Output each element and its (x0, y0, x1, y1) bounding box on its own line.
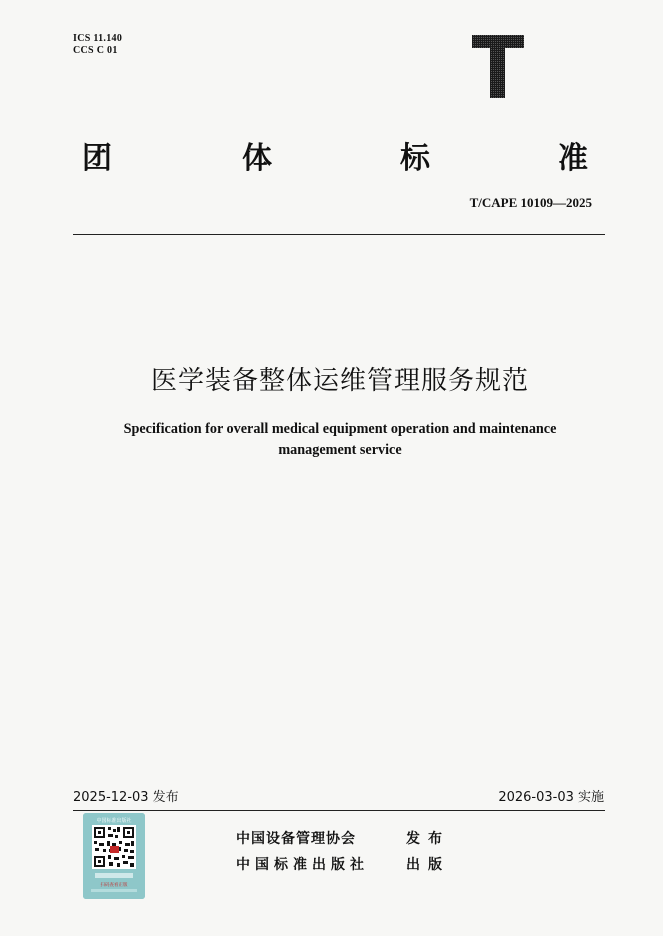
standard-type-char-4: 准 (558, 141, 588, 176)
top-divider (73, 234, 605, 235)
standard-code: T/CAPE 10109—2025 (469, 195, 592, 210)
bottom-divider (73, 810, 605, 811)
title-chinese: 医学装备整体运维管理服务规范 (150, 366, 529, 396)
publisher-name: 中国设备管理协会 (236, 831, 356, 847)
publisher-row (236, 826, 450, 852)
title-english-line-1: Specification for overall medical equipment operation and maintenance (123, 421, 557, 437)
standard-type-heading (82, 133, 594, 176)
publisher-row (236, 852, 450, 878)
standard-letter: T (498, 93, 499, 94)
title-english (70, 419, 610, 461)
publisher-action: 发布 (406, 831, 450, 847)
ics-code: ICS 11.140 (73, 33, 123, 44)
standard-type-char-2: 体 (242, 141, 272, 176)
qr-code-icon (83, 813, 145, 899)
publisher-action: 出版 (406, 857, 450, 873)
publisher-block (236, 826, 450, 878)
qr-card-bottom-text: 扫码查看正版 (100, 883, 128, 888)
qr-card-top-text: 中国标准出版社 (96, 818, 132, 824)
anti-counterfeit-qr-card[interactable] (83, 813, 145, 899)
title-english-line-2: management service (278, 442, 402, 458)
ccs-code: CCS C 01 (73, 45, 118, 56)
standard-letter-logo (471, 33, 525, 99)
implementation-date: 2026-03-03 实施 (498, 790, 604, 805)
classification-codes (73, 33, 122, 57)
issue-date: 2025-12-03 发布 (73, 790, 179, 805)
standard-type-char-3: 标 (400, 141, 430, 176)
standard-type-char-1: 团 (82, 141, 112, 176)
publisher-name: 中国标准出版社 (236, 857, 369, 873)
